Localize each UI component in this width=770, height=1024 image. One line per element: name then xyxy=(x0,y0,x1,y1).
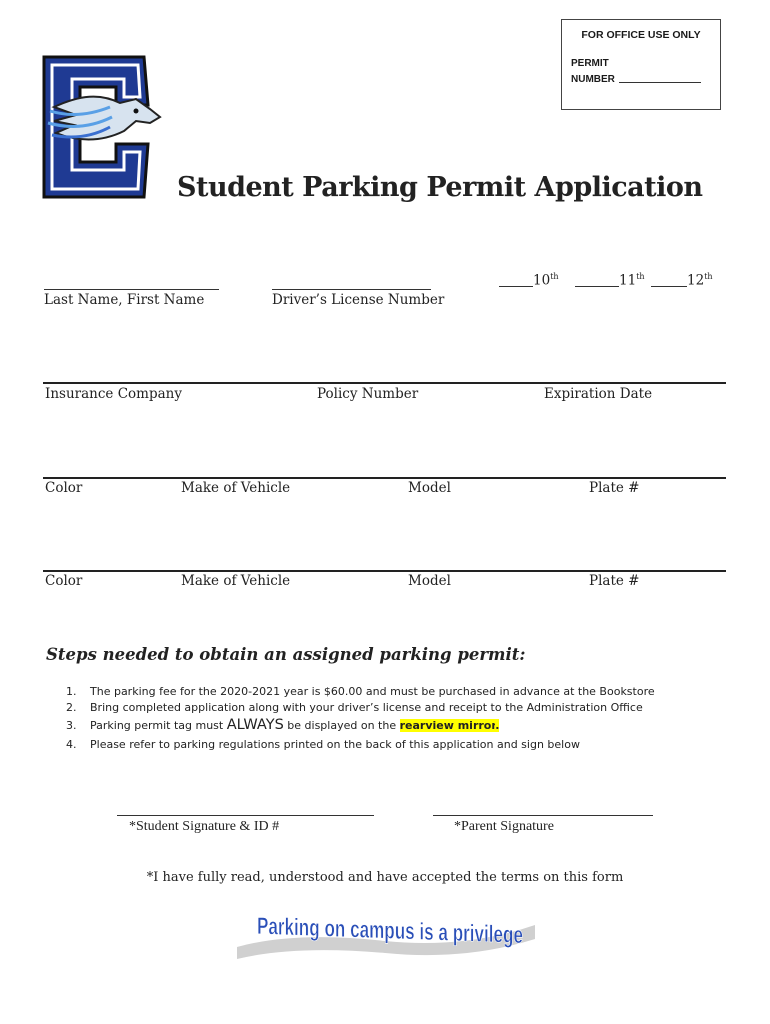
step-3-post: . xyxy=(495,719,500,732)
expiration-date-label: Expiration Date xyxy=(544,386,653,402)
step-2-number: 2. xyxy=(66,701,77,714)
vehicle2-rule[interactable] xyxy=(43,570,726,572)
vehicle2-make-label: Make of Vehicle xyxy=(181,573,291,589)
vehicle2-color-label: Color xyxy=(45,573,83,589)
name-label: Last Name, First Name xyxy=(44,292,205,308)
permit-number-field[interactable] xyxy=(619,82,701,83)
steps-heading: Steps needed to obtain an assigned parking permit: xyxy=(46,645,526,664)
step-1-text: The parking fee for the 2020-2021 year is $60.00 and must be purchased in advance at the Bookstore xyxy=(90,685,655,698)
student-signature-field[interactable] xyxy=(117,815,374,816)
office-use-box xyxy=(561,19,721,110)
grade-10-option[interactable] xyxy=(499,272,559,289)
license-field[interactable] xyxy=(272,289,431,290)
insurance-rule[interactable] xyxy=(43,382,726,384)
step-3-number: 3. xyxy=(66,719,77,732)
step-3-highlight: rearview mirror xyxy=(399,719,496,732)
insurance-company-label: Insurance Company xyxy=(45,386,182,402)
vehicle2-model-label: Model xyxy=(408,573,451,589)
grade-12-label: 12 xyxy=(687,272,705,289)
step-4 xyxy=(66,738,580,751)
permit-number-row xyxy=(571,74,701,85)
step-3 xyxy=(66,717,499,733)
student-signature-label: *Student Signature & ID # xyxy=(129,819,280,834)
grade-11-suffix: th xyxy=(636,272,645,281)
step-4-text: Please refer to parking regulations printed on the back of this application and sign below xyxy=(90,738,580,751)
grade-11-option[interactable] xyxy=(575,272,645,289)
step-4-number: 4. xyxy=(66,738,77,751)
office-use-title: FOR OFFICE USE ONLY xyxy=(581,29,701,41)
step-2 xyxy=(66,701,643,714)
page-title: Student Parking Permit Application xyxy=(177,172,703,203)
name-field[interactable] xyxy=(44,289,219,290)
grade-11-field[interactable] xyxy=(575,286,619,287)
vehicle1-rule[interactable] xyxy=(43,477,726,479)
step-2-text: Bring completed application along with your driver’s license and receipt to the Administration Office xyxy=(90,701,643,714)
vehicle2-plate-label: Plate # xyxy=(589,573,640,589)
parent-signature-label: *Parent Signature xyxy=(454,819,554,834)
vehicle1-make-label: Make of Vehicle xyxy=(181,480,291,496)
vehicle1-plate-label: Plate # xyxy=(589,480,640,496)
vehicle1-color-label: Color xyxy=(45,480,83,496)
permit-number-label: NUMBER xyxy=(571,74,615,85)
grade-10-suffix: th xyxy=(550,272,559,281)
step-3-emphasis: ALWAYS xyxy=(226,717,284,733)
vehicle1-model-label: Model xyxy=(408,480,451,496)
license-label: Driver’s License Number xyxy=(272,292,445,308)
step-3-mid: be displayed on the xyxy=(287,719,397,732)
step-1 xyxy=(66,685,655,698)
grade-11-label: 11 xyxy=(619,272,637,289)
privilege-banner xyxy=(235,895,631,965)
school-logo-icon xyxy=(40,47,165,202)
grade-12-suffix: th xyxy=(704,272,713,281)
grade-10-field[interactable] xyxy=(499,286,533,287)
policy-number-label: Policy Number xyxy=(317,386,419,402)
parent-signature-field[interactable] xyxy=(433,815,653,816)
grade-12-field[interactable] xyxy=(651,286,687,287)
grade-12-option[interactable] xyxy=(651,272,713,289)
banner-text: Parking on campus is a privilege xyxy=(257,912,631,953)
step-3-pre: Parking permit tag must xyxy=(90,719,224,732)
grade-10-label: 10 xyxy=(533,272,551,289)
step-1-number: 1. xyxy=(66,685,77,698)
permit-label: PERMIT xyxy=(571,58,609,69)
terms-note: *I have fully read, understood and have accepted the terms on this form xyxy=(146,870,624,885)
